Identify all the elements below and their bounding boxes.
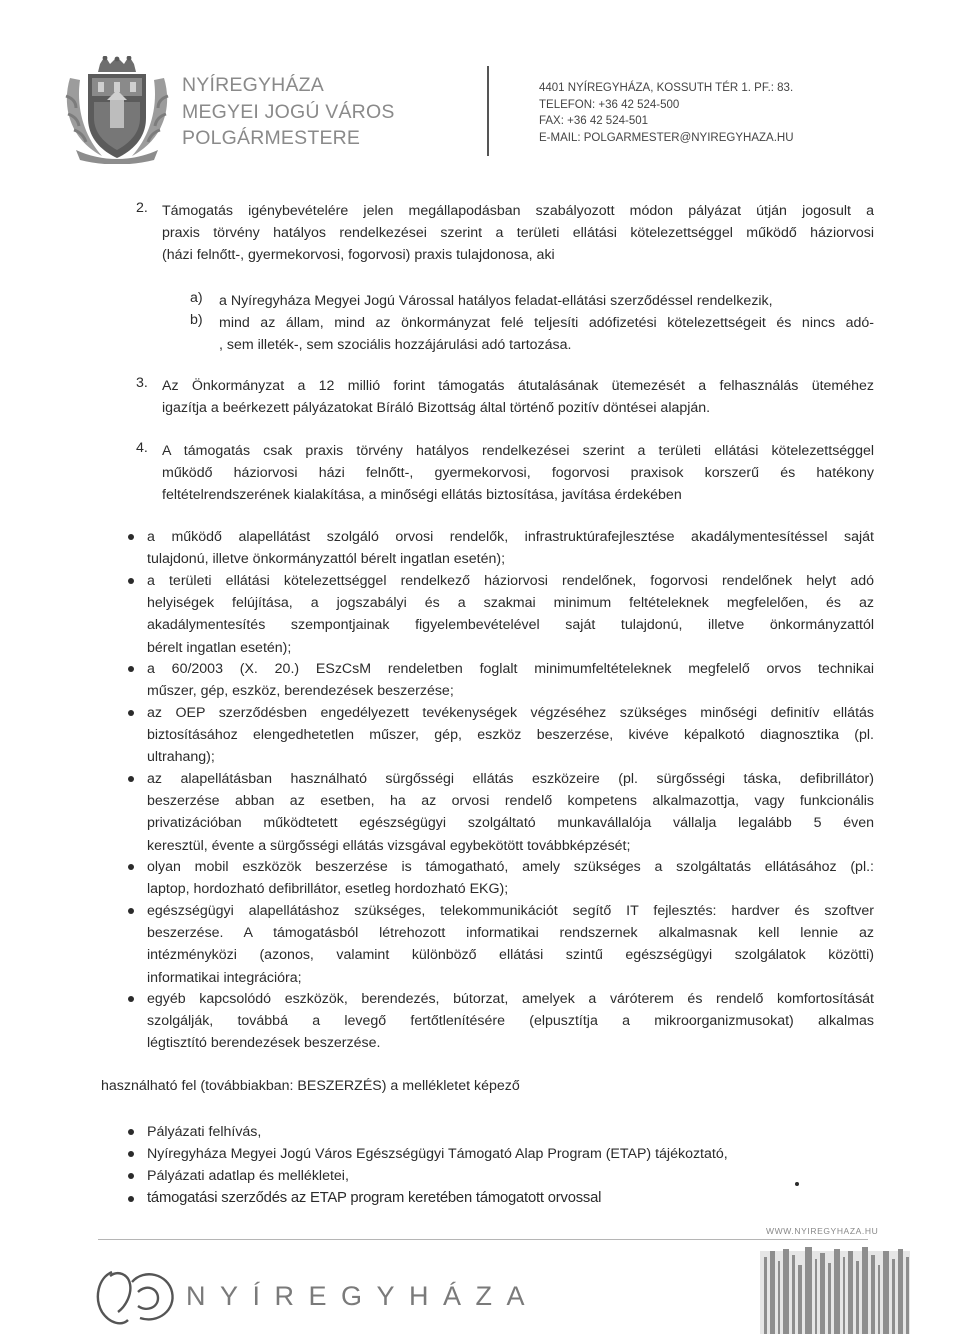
list-item-line: a működő alapellátást szolgáló orvosi rendelők, infrastruktúrafejlesztése akadálymentesítéssel saját: [147, 529, 874, 545]
list-item: [147, 900, 874, 989]
list-item-line: bérelt ingatlan esetén);: [147, 639, 292, 656]
list-item-line: helyiségek felújítása, a jogszabályi és a szakmai minimum feltételeknek megfelelően, és az: [147, 595, 874, 612]
list-item: [147, 570, 874, 659]
section-4-text: [162, 440, 874, 507]
list-item: [147, 658, 874, 702]
phone-number: TELEFON: +36 42 524-500: [539, 98, 680, 111]
issuer-name-line-2: MEGYEI JOGÚ VÁROS: [182, 100, 395, 123]
section-2-text: [162, 200, 874, 267]
section-3-line: igazítja a beérkezett pályázatokat Bíráló Bizottság által történő pozitív döntései alapján.: [162, 400, 711, 417]
footer-city-name: NYÍREGYHÁZA: [186, 1281, 540, 1311]
list-item: [147, 526, 874, 570]
attachment-item: támogatási szerződés az ETAP program keretében támogatott orvossal: [147, 1190, 602, 1206]
list-item-line: a 60/2003 (X. 20.) ESzCsM rendeletben foglalt minimumfeltételeknek megfelelő orvos technikai: [147, 661, 874, 677]
bullet-dot: [128, 1129, 134, 1135]
list-item-line: az alapellátásban használható sürgősségi ellátás eszközeire (pl. sürgősségi táska, defibrillátor): [147, 771, 874, 787]
footer-website: WWW.NYIREGYHAZA.HU: [766, 1226, 879, 1236]
list-item-line: intézményközi (azonos, valamint különböző ellátási szintű egészségügyi szolgálatok közötti): [147, 947, 874, 964]
sub-item-b-line: mind az állam, mind az önkormányzat felé teljesíti adófizetési kötelezettségeit és nincs adó-: [219, 315, 874, 331]
list-item-line: privatizációban működtetett egészségügyi szolgáltató munkavállalója vállalja legalább 5 éven: [147, 815, 874, 832]
bullet-dot: [128, 996, 134, 1002]
attachment-item: Nyíregyháza Megyei Jogú Város Egészségügyi Támogató Alap Program (ETAP) tájékoztató,: [147, 1146, 728, 1162]
bullet-dot: [128, 1151, 134, 1157]
section-number: 4.: [136, 440, 148, 456]
list-item-line: az OEP szerződésben engedélyezett tevékenységek végzéséhez szükséges minőségi definitív ellátás: [147, 705, 874, 721]
list-item-line: ultrahang);: [147, 749, 215, 766]
list-item: [147, 988, 874, 1055]
fax-number: FAX: +36 42 524-501: [539, 115, 649, 127]
bullet-dot: [128, 864, 134, 870]
footer-bars-graphic: [760, 1245, 910, 1334]
section-3-line: Az Önkormányzat a 12 millió forint támogatás átutalásának ütemezését a felhasználás üteméhez: [162, 378, 874, 394]
section-2-line: Támogatás igénybevételére jelen megállapodásban szabályozott módon pályázat útján jogosult a: [162, 203, 874, 219]
section-3-text: [162, 375, 874, 419]
section-4-line: A támogatás csak praxis törvény hatályos rendelkezései szerint a területi ellátási kötelezettséggel: [162, 443, 874, 459]
list-item-line: szolgálják, továbbá a levegő fertőtlenítésére (elpusztítja a mikroorganizmusokat) alkalmas: [147, 1013, 874, 1030]
sub-item-b-text: [219, 312, 874, 356]
sub-item-b-line: , sem illeték-, sem szociális hozzájárulási adó tartozása.: [219, 337, 572, 354]
list-item-line: biztosításához elengedhetetlen műszer, gép, eszköz beszerzése, kivéve képalkotó diagnosztika (pl.: [147, 727, 874, 744]
list-item-line: műszer, gép, eszköz, berendezések beszerzése;: [147, 683, 454, 700]
bullet-dot: [128, 710, 134, 716]
attachment-item: Pályázati adatlap és mellékletei,: [147, 1168, 349, 1184]
sub-item-label: b): [190, 312, 203, 328]
section-4-line: feltételrendszerének kialakítása, a minőségi ellátás biztosítása, javítása érdekében: [162, 487, 682, 504]
usage-statement: használható fel (továbbiakban: BESZERZÉS) a mellékletet képező: [101, 1078, 520, 1094]
bullet-dot: [128, 908, 134, 914]
list-item-line: beszerzése abban az esetben, ha az orvosi rendelő kompetens alkalmazottja, vagy funkcionális: [147, 793, 874, 810]
city-coat-of-arms-logo: [62, 56, 172, 164]
stray-dot: [795, 1182, 799, 1186]
list-item: [147, 768, 874, 857]
bullet-dot: [128, 1173, 134, 1179]
list-item-line: egyéb kapcsolódó eszközök, berendezés, bútorzat, amelyek a váróterem és rendelő komfortosítását: [147, 991, 874, 1007]
sub-item-a-text: a Nyíregyháza Megyei Jogú Várossal hatályos feladat-ellátási szerződéssel rendelkezik,: [219, 293, 773, 309]
section-2-line: (házi felnőtt-, gyermekorvosi, fogorvosi) praxis tulajdonosa, aki: [162, 247, 555, 264]
list-item: [147, 702, 874, 769]
list-item-line: beszerzése. A támogatásból létrehozott informatikai rendszernek alkalmasnak kell lennie az: [147, 925, 874, 942]
bullet-dot: [128, 776, 134, 782]
section-2-line: praxis törvény hatályos rendelkezései szerint a területi ellátási kötelezettséggel működő háziorvosi: [162, 225, 874, 242]
header-divider: [487, 66, 489, 156]
section-4-line: működő háziorvosi házi felnőtt-, gyermekorvosi, fogorvosi praxisok korszerű és hatékony: [162, 465, 874, 482]
postal-address: 4401 NYÍREGYHÁZA, KOSSUTH TÉR 1. PF.: 83.: [539, 82, 794, 94]
issuer-name-line-1: NYÍREGYHÁZA: [182, 74, 324, 96]
sub-item-label: a): [190, 290, 203, 306]
city-emblem-icon: [92, 1262, 182, 1328]
attachment-item: Pályázati felhívás,: [147, 1124, 262, 1140]
list-item-line: laptop, hordozható defibrillátor, esetleg hordozható EKG);: [147, 881, 509, 898]
list-item-line: informatikai integrációra;: [147, 969, 302, 986]
section-number: 3.: [136, 375, 148, 391]
list-item-line: egészségügyi alapellátáshoz szükséges, telekommunikációt segítő IT fejlesztés: hardver és szoftver: [147, 903, 874, 919]
list-item-line: olyan mobil eszközök beszerzése is támogatható, amely szükséges a szolgáltatás ellátásához (pl.:: [147, 859, 874, 875]
list-item-line: légtisztító berendezések beszerzése.: [147, 1035, 381, 1052]
issuer-name: [182, 72, 395, 152]
footer-rule: [98, 1239, 868, 1240]
list-item-line: keresztül, évente a sürgősségi ellátás vizsgával egybekötött továbbképzését;: [147, 837, 631, 854]
email-address: E-MAIL: POLGARMESTER@NYIREGYHAZA.HU: [539, 131, 794, 144]
list-item-line: akadálymentesítés szempontjainak figyelembevételével saját tulajdonú, illetve önkormányzattól: [147, 617, 874, 634]
section-number: 2.: [136, 200, 148, 216]
list-item: [147, 856, 874, 900]
bullet-dot: [128, 1196, 134, 1202]
bullet-dot: [128, 534, 134, 540]
list-item-line: tulajdonú, illetve önkormányzattól bérelt ingatlan esetén);: [147, 551, 506, 568]
issuer-name-line-3: POLGÁRMESTERE: [182, 127, 361, 149]
contact-block: [539, 80, 794, 146]
bullet-dot: [128, 578, 134, 584]
bullet-dot: [128, 666, 134, 672]
list-item-line: a területi ellátási kötelezettséggel rendelkező háziorvosi rendelőnek, fogorvosi rendelőnek helyt adó: [147, 573, 874, 589]
